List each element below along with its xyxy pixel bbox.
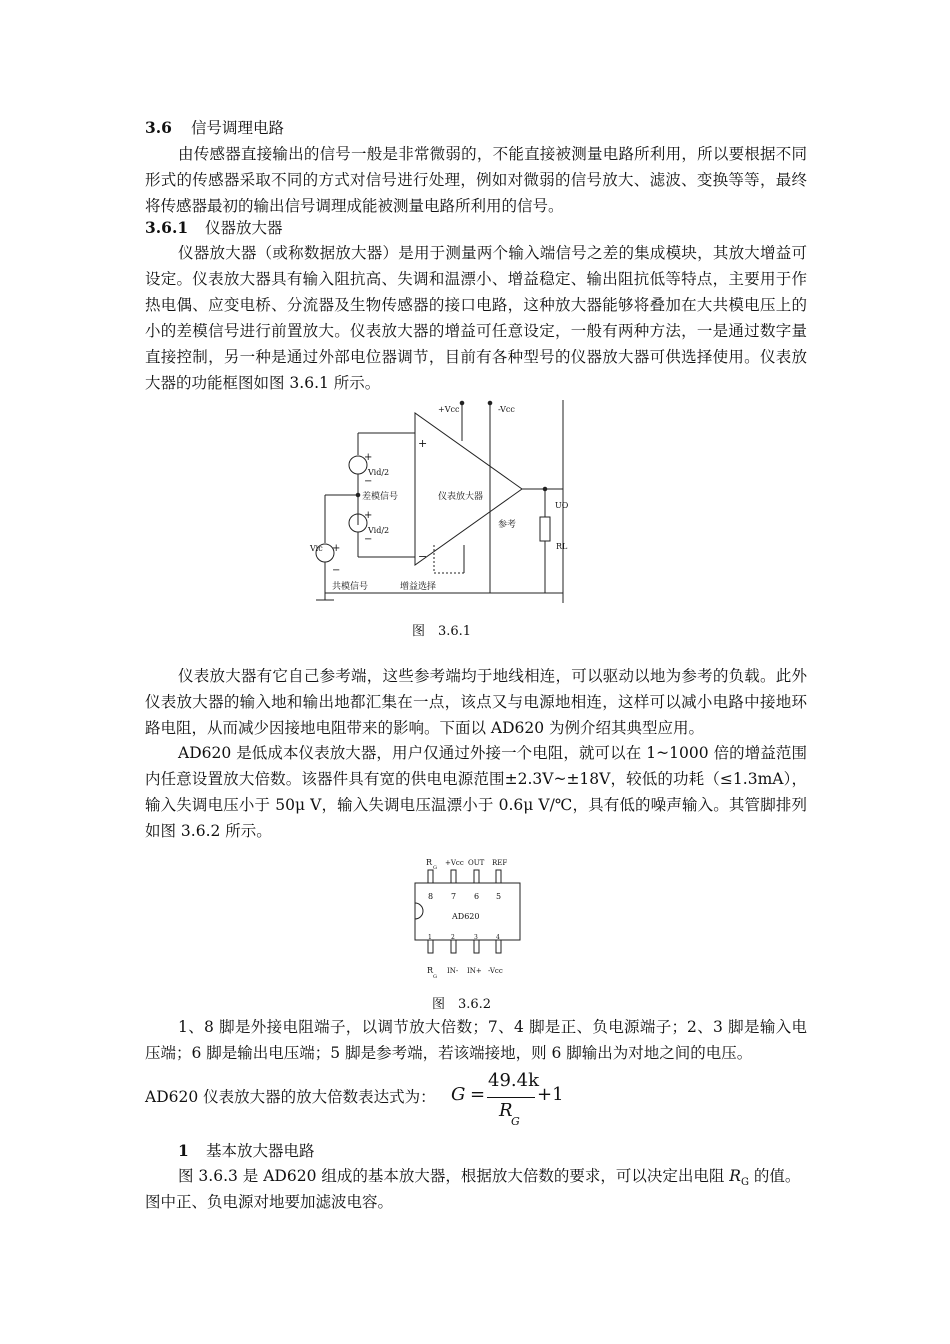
pin-label-rg-bottom: R [427,966,434,975]
item-heading [178,1138,315,1164]
vid-bottom-label: Vid/2 [368,526,390,535]
pin-label-vcc: +Vcc [445,859,464,867]
pin-5: 5 [496,892,502,901]
figure-3-6-2-caption: 图 3.6.2 [432,997,492,1012]
pin-label-rg-top-sub: G [433,865,437,871]
amp-minus-label: − [418,550,428,563]
pin-2: 2 [451,934,455,941]
gain-formula [145,1071,645,1131]
diff-signal-label: 差模信号 [362,492,399,502]
rg-subscript: G [740,1177,749,1189]
formula-denominator: R [499,1100,513,1121]
pin-label-out: OUT [468,859,485,867]
ref-label: 参考 [498,520,517,530]
formula-tail: +1 [537,1084,564,1105]
paragraph-reference: 仪表放大器有它自己参考端，这些参考端均于地线相连，可以驱动以地为参考的负载。此外仪表放大器的输入地和输出地都汇集在一点，该点又与电源地相连，这样可以减小电路中接地环路电阻，从而减少因接地电阻带来的影响。下面以 AD620 为例介绍其典型应用。 [145,667,807,737]
basic-amp-text-a: 图 3.6.3 是 AD620 组成的基本放大器，根据放大倍数的要求，可以决定出电阻 [178,1167,730,1185]
item-title: 基本放大器电路 [206,1142,315,1160]
pin-4: 4 [496,934,500,941]
vid-top-label: Vid/2 [368,468,390,477]
pin-6: 6 [474,892,480,901]
section-number: 3.6 [145,118,172,137]
paragraph-instrumentation-amp: 仪器放大器（或称数据放大器）是用于测量两个输入端信号之差的集成模块，其放大增益可设定。仪表放大器具有输入阻抗高、失调和温漂小、增益稳定、输出阻抗低等特点，主要用于作热电偶、应变电桥、分流器及生物传感器的接口电路，这种放大器能够将叠加在大共模电压上的小的差模信号进行前置放大。仪表放大器的增益可任意设定，一般有两种方法，一是通过数字量直接控制，另一种是通过外部电位器调节，目前有各种型号的仪器放大器可供选择使用。仪表放大器的功能框图如图 3.6.1 所示。 [145,244,807,392]
section-heading [145,115,284,141]
vic-plus: + [332,543,341,554]
rl-label: RL [556,542,568,551]
uo-label: UO [555,501,569,510]
figure-3-6-1 [300,395,580,610]
vcc-neg-label: -Vcc [498,405,515,414]
paragraph-ad620: AD620 是低成本仪表放大器，用户仅通过外接一个电阻，就可以在 1~1000 倍的增益范围内任意设置放大倍数。该器件具有宽的供电电源范围±2.3V~±18V，较低的功耗（≤1.3mA），输入失调电压小于 50μ V，输入失调电压温漂小于 0.6μ V/℃，具有低的噪声输入。其管脚排列如图 3.6.2 所示。 [145,744,807,840]
subsection-number: 3.6.1 [145,218,189,237]
paragraph-basic-amp-line2: 图中正、负电源对地要加滤波电容。 [145,1193,394,1211]
amp-plus-label: + [418,437,428,450]
pin-label-rg-top: R [426,858,433,867]
formula-numerator: 49.4k [488,1070,539,1091]
vid-bottom-minus: − [364,534,373,545]
pin-7: 7 [451,892,457,901]
formula-den-sub: G [511,1115,520,1128]
formula-lhs: G [451,1084,466,1105]
pin-label-in-plus: IN+ [467,967,482,975]
pin-label-vcc-neg: -Vcc [488,967,503,975]
paragraph-pins: 1、8 脚是外接电阻端子，以调节放大倍数；7、4 脚是正、负电源端子；2、3 脚是输入电压端；6 脚是输出电压端；5 脚是参考端，若该端接地，则 6 脚输出为对地之间的电压。 [145,1018,807,1062]
formula-eq: = [470,1084,486,1105]
gain-select-label: 增益选择 [400,582,437,592]
pin-8: 8 [428,892,434,901]
pin-label-in-minus: IN- [447,967,459,975]
chip-name: AD620 [452,912,480,921]
figure-3-6-1-caption: 图 3.6.1 [412,624,472,639]
paragraph-intro: 由传感器直接输出的信号一般是非常微弱的，不能直接被测量电路所利用，所以要根据不同形式的传感器采取不同的方式对信号进行处理，例如对微弱的信号放大、滤波、变换等等，最终将传感器最初的输出信号调理成能被测量电路所利用的信号。 [145,145,807,215]
vic-label: Vic [310,544,323,553]
vid-top-plus: + [364,452,373,463]
basic-amp-text-b: 的值。 [748,1167,801,1185]
formula-prefix: AD620 仪表放大器的放大倍数表达式为： [145,1088,436,1106]
vcc-pos-label: +Vcc [438,405,460,414]
load-resistor [540,517,550,541]
amp-label: 仪表放大器 [438,492,484,502]
subsection-heading [145,215,283,241]
rg-symbol: R [729,1167,741,1185]
vid-top-minus: − [364,476,373,487]
amplifier-triangle [415,413,522,565]
pin-label-rg-bottom-sub: G [433,974,437,980]
pin-1: 1 [428,934,432,941]
pin-3: 3 [474,934,478,941]
vic-minus: − [332,565,341,576]
vid-bottom-plus: + [364,510,373,521]
subsection-title: 仪器放大器 [205,219,283,237]
common-signal-label: 共模信号 [332,582,369,592]
section-title: 信号调理电路 [191,119,285,137]
pin-label-ref: REF [492,859,508,867]
figure-3-6-2 [405,855,535,985]
item-number: 1 [178,1141,189,1160]
